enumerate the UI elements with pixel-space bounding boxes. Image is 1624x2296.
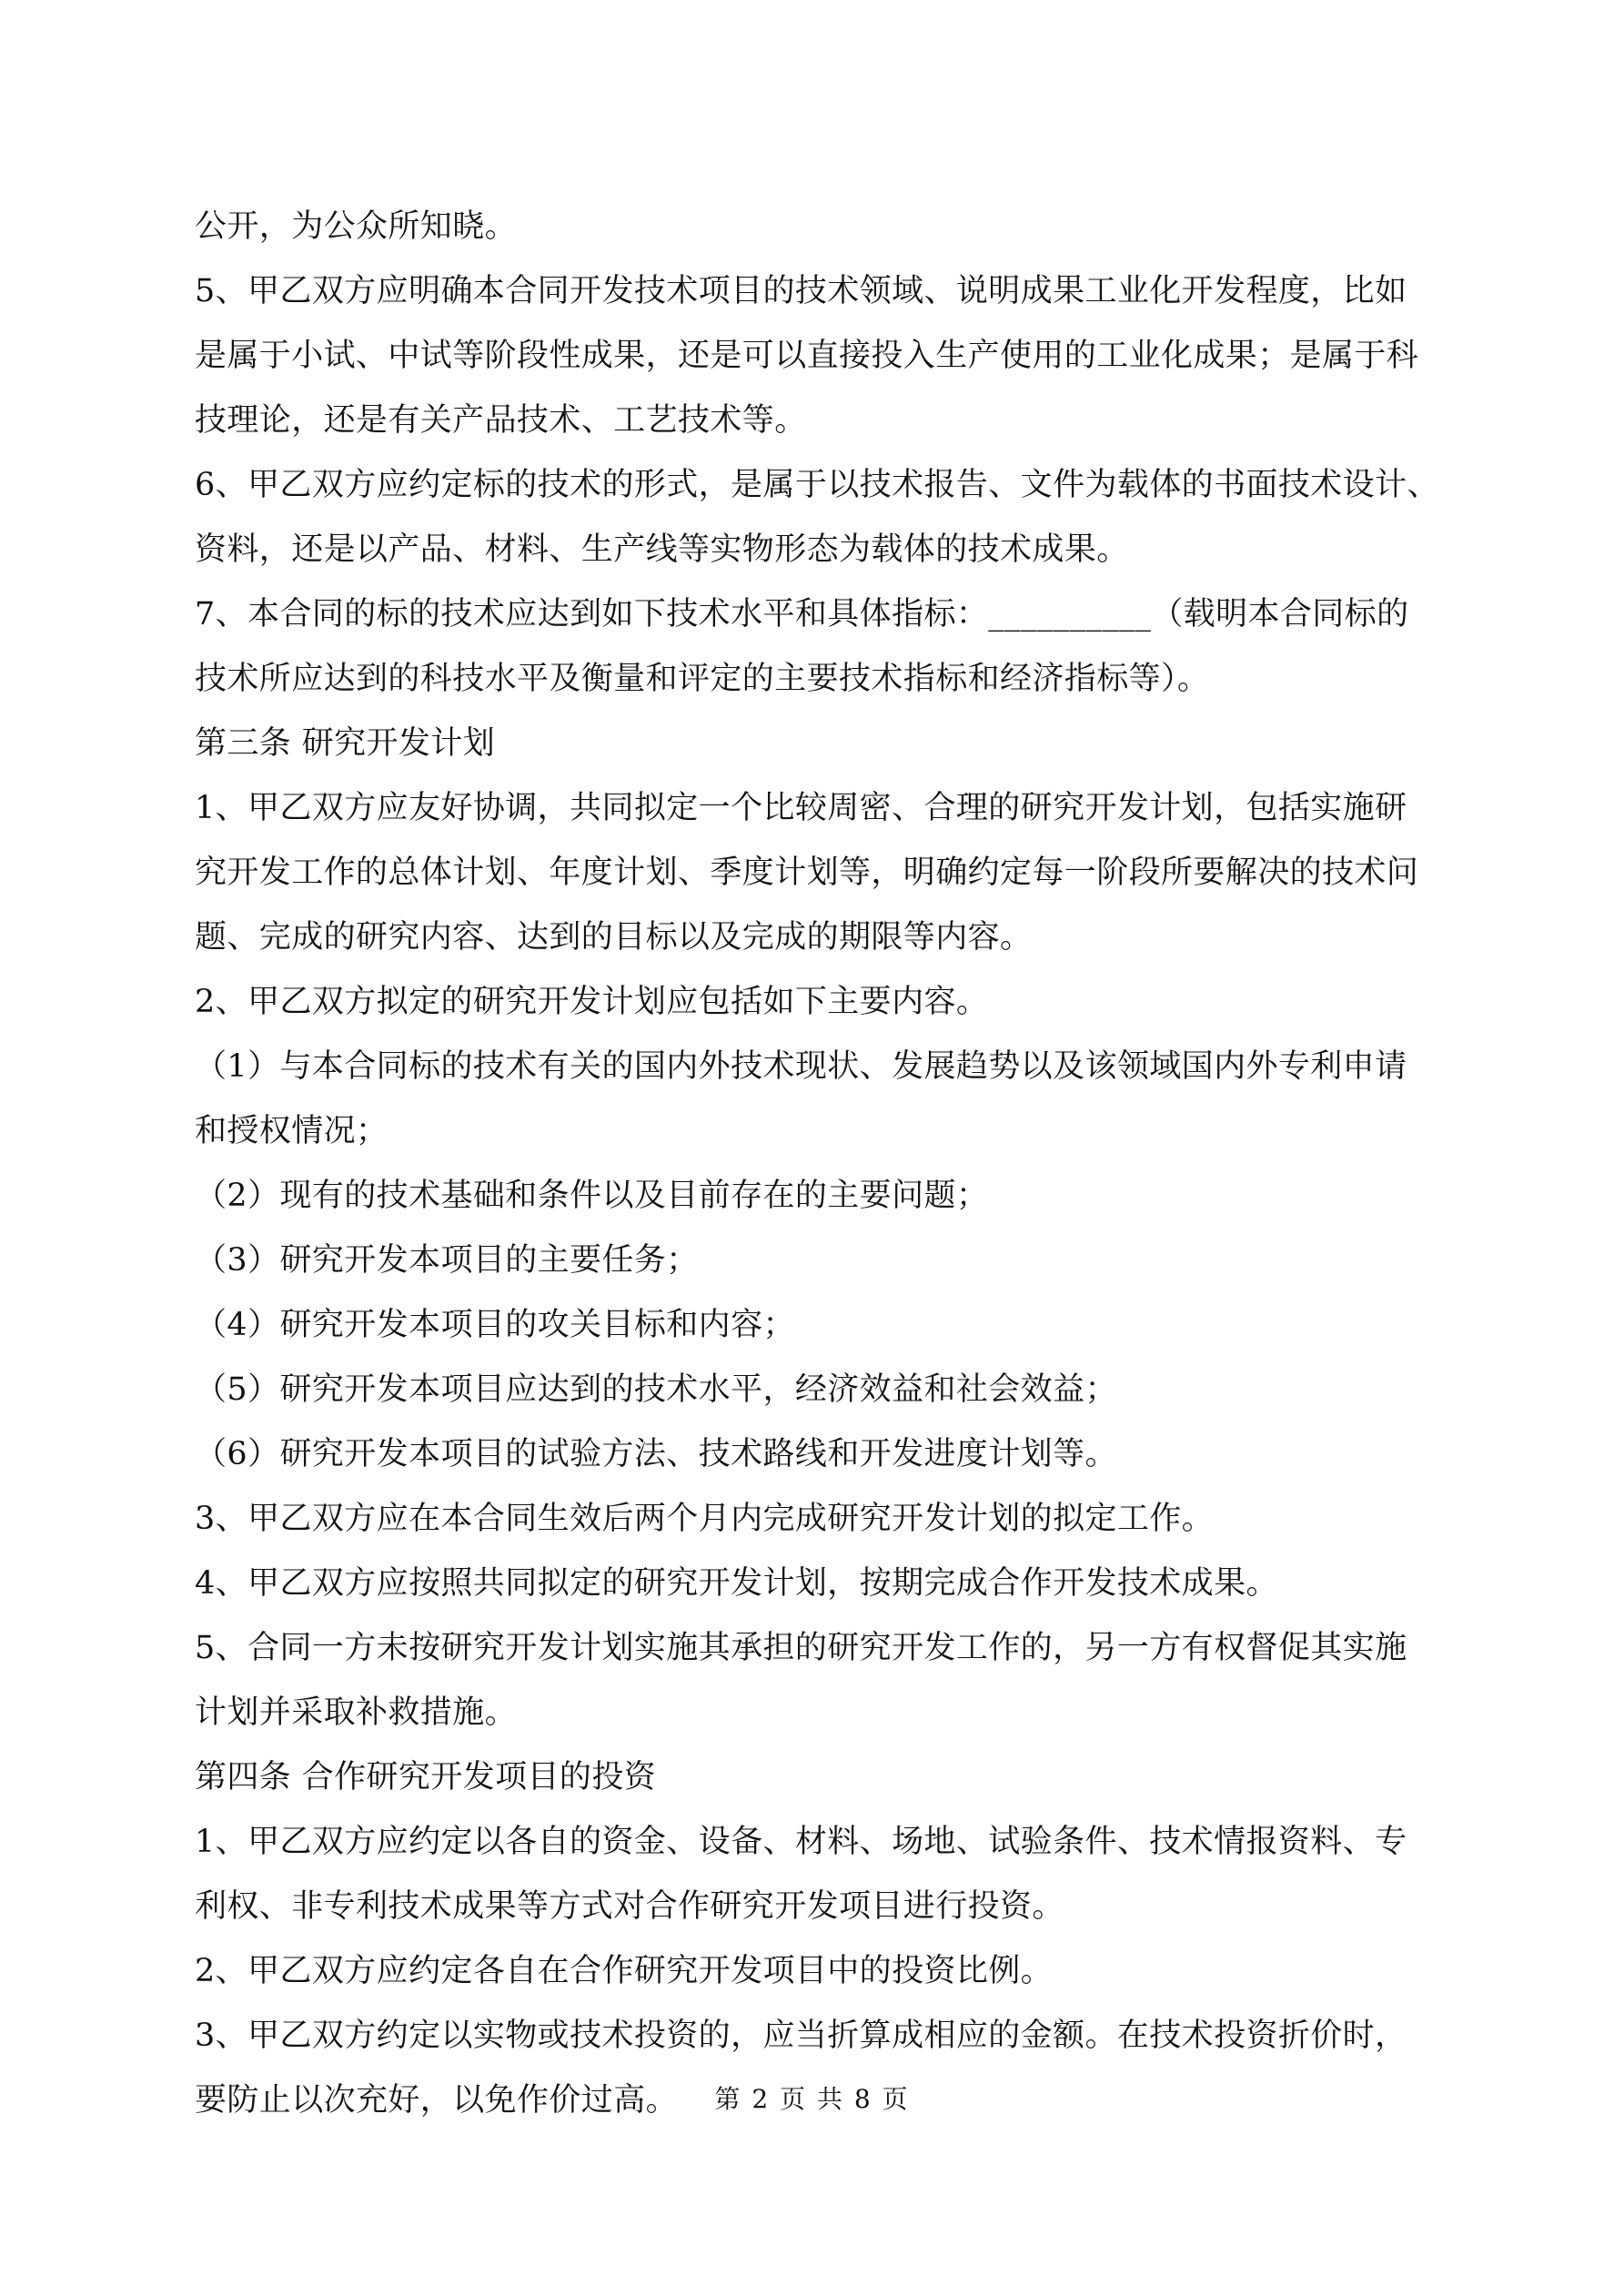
text-line: 2、甲乙双方应约定各自在合作研究开发项目中的投资比例。 <box>195 1953 1054 1989</box>
text-line: 题、完成的研究内容、达到的目标以及完成的期限等内容。 <box>195 919 1033 956</box>
text-line: 公开，为公众所知晓。 <box>195 208 518 245</box>
text-line: 究开发工作的总体计划、年度计划、季度计划等，明确约定每一阶段所要解决的技术问 <box>195 855 1419 891</box>
text-line: 3、甲乙双方应在本合同生效后两个月内完成研究开发计划的拟定工作。 <box>195 1501 1215 1537</box>
text-line: 要防止以次充好，以免作价过高。 <box>195 2082 679 2119</box>
text-line: （5）研究开发本项目应达到的技术水平，经济效益和社会效益； <box>195 1371 1117 1408</box>
text-line: 1、甲乙双方应友好协调，共同拟定一个比较周密、合理的研究开发计划，包括实施研 <box>195 790 1407 826</box>
section-heading: 第四条 合作研究开发项目的投资 <box>195 1759 657 1795</box>
text-line: 4、甲乙双方应按照共同拟定的研究开发计划，按期完成合作开发技术成果。 <box>195 1565 1278 1602</box>
text-line: 技术所应达到的科技水平及衡量和评定的主要技术指标和经济指标等）。 <box>195 661 1210 697</box>
text-line: （3）研究开发本项目的主要任务； <box>195 1242 699 1279</box>
text-line: （2）现有的技术基础和条件以及目前存在的主要问题； <box>195 1178 989 1214</box>
text-line: 3、甲乙双方约定以实物或技术投资的，应当折算成相应的金额。在技术投资折价时， <box>195 2018 1407 2054</box>
text-line: 计划并采取补救措施。 <box>195 1694 518 1731</box>
text-line: 7、本合同的标的技术应达到如下技术水平和具体指标：__________（载明本合同标的 <box>195 596 1409 632</box>
page-number-footer: 第 2 页 共 8 页 <box>714 2084 910 2114</box>
text-line: 6、甲乙双方应约定标的技术的形式，是属于以技术报告、文件为载体的书面技术设计、 <box>195 467 1439 503</box>
text-line: 1、甲乙双方应约定以各自的资金、设备、材料、场地、试验条件、技术情报资料、专 <box>195 1824 1407 1860</box>
text-line: 2、甲乙双方拟定的研究开发计划应包括如下主要内容。 <box>195 984 989 1020</box>
text-line: 是属于小试、中试等阶段性成果，还是可以直接投入生产使用的工业化成果；是属于科 <box>195 338 1419 374</box>
text-line: （1）与本合同标的技术有关的国内外技术现状、发展趋势以及该领域国内外专利申请 <box>195 1048 1407 1085</box>
text-line: 技理论，还是有关产品技术、工艺技术等。 <box>195 402 807 439</box>
text-line: 5、甲乙双方应明确本合同开发技术项目的技术领域、说明成果工业化开发程度，比如 <box>195 273 1407 309</box>
text-line: （4）研究开发本项目的攻关目标和内容； <box>195 1307 795 1343</box>
text-line: （6）研究开发本项目的试验方法、技术路线和开发进度计划等。 <box>195 1436 1117 1472</box>
section-heading: 第三条 研究开发计划 <box>195 725 496 762</box>
document-body <box>195 195 1439 2133</box>
text-line: 5、合同一方未按研究开发计划实施其承担的研究开发工作的，另一方有权督促其实施 <box>195 1630 1407 1666</box>
text-line: 利权、非专利技术成果等方式对合作研究开发项目进行投资。 <box>195 1888 1064 1925</box>
text-line: 和授权情况； <box>195 1113 388 1149</box>
text-line: 资料，还是以产品、材料、生产线等实物形态为载体的技术成果。 <box>195 531 1129 568</box>
